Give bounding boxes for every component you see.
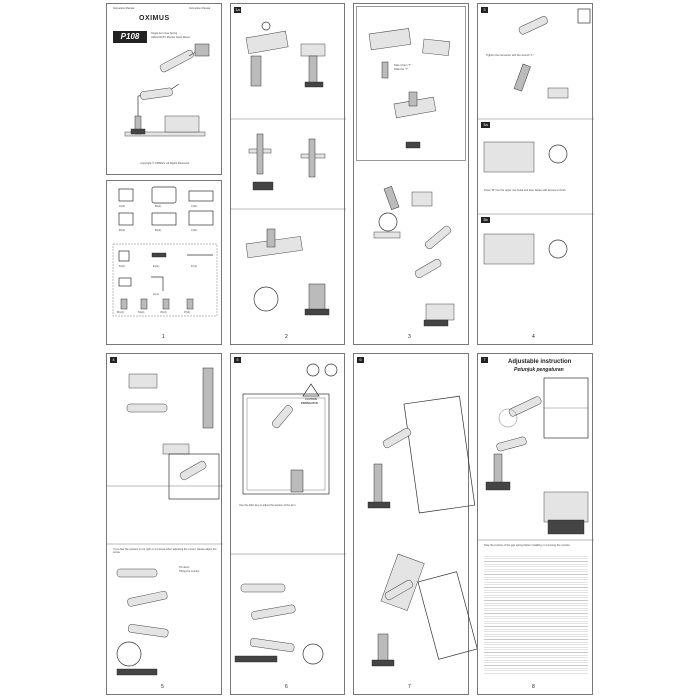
page-5-illustration [107,354,223,696]
page-3-panel [353,3,469,345]
step-5-marker: 5 [234,357,241,363]
tilt-caption: Tilt down [179,566,190,569]
page-4-note: Press "B" into the upper two holes and then fasten with screws to finish. [484,189,567,192]
header-right: Instruction Manual [189,7,211,10]
part-a-label: A(x1) [119,205,126,208]
page-6-panel [230,353,345,695]
subtitle-2: LED/LCD/TV Monitor Desk Mount [151,36,190,39]
page-5-note: If you feel the position is not right or too loose when adjusting the mount, please adjust the screw. [113,548,217,555]
cover-panel [106,3,222,175]
part-e-label: E(x1) [153,265,160,268]
step-4-marker: 4 [110,357,117,363]
page-5-number: 5 [161,684,164,690]
model-badge: P108 [113,31,147,43]
parts-panel [106,180,222,345]
caution-heading-id: PERINGATAN [301,402,318,405]
page-4-number: 4 [532,334,535,340]
part-c2-label: C(x1) [191,229,198,232]
part-b-label: B(x1) [155,205,162,208]
subtitle-1: Single Arm Gas Spring [151,32,178,35]
part-n-label: N(x4) [138,311,145,314]
step-6-marker: 6 [357,357,364,363]
part-f-label: F(x1) [191,265,198,268]
page-2-panel [230,3,345,345]
page-8-text-block [484,554,588,674]
part-l-label: L(x1) [153,293,159,296]
page-4-panel [477,3,593,345]
page-2-number: 2 [285,334,288,340]
slide-caption: Slide the "T" [394,68,409,71]
part-p-label: P(x4) [184,311,191,314]
step-3-marker: 3 [481,7,488,13]
page-8-panel [477,353,593,695]
page-8-number: 8 [532,684,535,690]
header-left: Instruction Manual [113,7,135,10]
page-5-panel [106,353,222,695]
cover-arm-illustration [107,4,223,176]
part-b2-label: B(x1) [119,229,126,232]
page-3-illustration [354,4,470,346]
step-1a-marker: 1a [235,7,240,12]
take-caption: Take it from "T" [394,64,412,67]
part-c-label: C(x1) [191,205,198,208]
page-7-illustration [354,354,470,696]
step-7-marker: 7 [481,357,488,363]
tighten-caption: Tighten the connector with the wrench "L" [486,54,534,57]
tilt-sub-caption: Tilting the monitor [179,570,200,573]
adjust-title-id: Petunjuk pengaturan [514,367,564,373]
step-3b-marker: 3b [481,217,490,223]
page-6-number: 6 [285,684,288,690]
part-b3-label: B(x1) [155,229,162,232]
page-8-note: Note the tension of the gas spring before installing or removing the monitor. [484,544,571,547]
page-2-illustration [231,4,346,346]
part-o-label: O(x4) [160,311,167,314]
page-1-number: 1 [162,334,165,340]
part-m-label: M(x4) [117,311,124,314]
step-3a-marker: 3a [481,122,490,128]
page-3-number: 3 [408,334,411,340]
page-6-illustration [231,354,346,696]
cover-footer: Copyright © OXIMUS. All Rights Reserved. [140,162,190,165]
page-7-number: 7 [408,684,411,690]
page-7-panel [353,353,469,695]
caution-heading: CAUTION [305,398,317,401]
part-d-label: D(x1) [119,265,126,268]
brand-logo: OXIMUS [139,15,170,22]
page-6-note: Use the Allen key to adjust the tension of the arm. [239,504,297,507]
adjust-title: Adjustable instruction [508,359,572,365]
